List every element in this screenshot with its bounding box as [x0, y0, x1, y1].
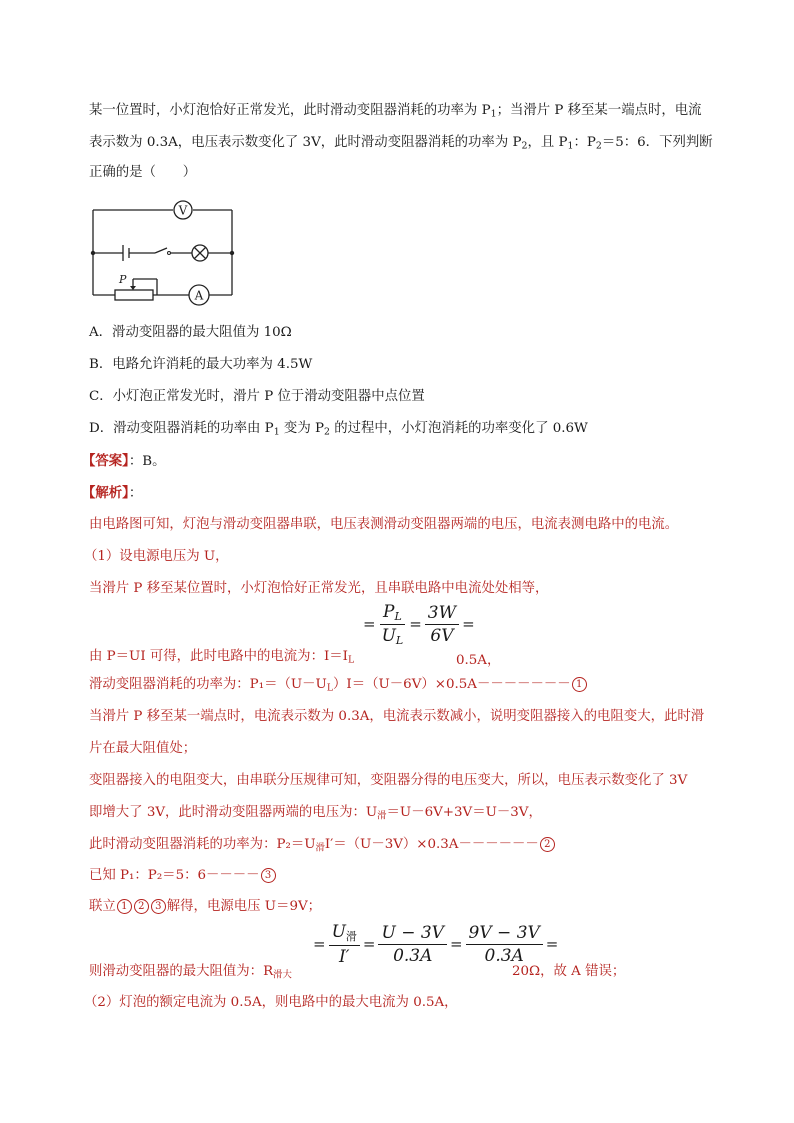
option-b: B．电路允许消耗的最大功率为 4.5W — [89, 357, 313, 372]
analysis-p14: （2）灯泡的额定电流为 0.5A，则电路中的最大电流为 0.5A， — [84, 995, 458, 1010]
marker-3: 3 — [261, 868, 276, 883]
analysis-p11: 已知 P₁：P₂＝5：6－－－－ 3 — [89, 866, 277, 886]
analysis-p2: （1）设电源电压为 U， — [84, 549, 229, 564]
analysis-p8: 变阻器接入的电阻变大，由串联分压规律可知，变阻器分得的电压变大，所以，电压表示数变化了 3V — [89, 773, 688, 788]
analysis-p12: 联立 1 2 3 解得，电源电压 U＝9V； — [89, 899, 322, 914]
analysis-p1: 由电路图可知，灯泡与滑动变阻器串联，电压表测滑动变阻器两端的电压，电流表测电路中的电流。 — [89, 517, 679, 532]
analysis-p7: 片在最大阻值处； — [89, 741, 197, 756]
marker-3b: 3 — [151, 899, 166, 914]
option-c: C．小灯泡正常发光时，滑片 P 位于滑动变阻器中点位置 — [89, 389, 425, 404]
answer-value: ：B。 — [128, 454, 166, 469]
answer-line — [82, 451, 166, 472]
analysis-p10: 此时滑动变阻器消耗的功率为：$P_2=U_滑I'=(U-3V)\times 0.3A------ 2$ — [89, 835, 556, 858]
formula-resistance: = $\frac{U_滑}{I'}$ = $\frac{U - 3V}{0.3A}$ = $\frac{9V - 3V}{0.3A}$ = — [313, 922, 559, 967]
analysis-p13-result: 20Ω，故 A 错误； — [512, 964, 626, 979]
switch-pivot — [168, 252, 171, 255]
junction-right — [230, 251, 234, 255]
circuit-diagram — [85, 195, 245, 310]
marker-2b: 2 — [134, 899, 149, 914]
svg-text:V: V — [178, 203, 188, 218]
analysis-p4: 由 P＝UI 可得，此时电路中的电流为：$I=I_L$ — [89, 649, 355, 666]
analysis-label-line: 【解析】： — [82, 485, 143, 501]
analysis-p5: 滑动变阻器消耗的功率为：$P_1=(U-U_L)I=(U-6V)\times 0.5A------- 1$ — [89, 675, 588, 698]
question-line-3: 正确的是（ ） — [89, 165, 197, 180]
ammeter-icon — [189, 285, 209, 305]
lamp-icon — [192, 245, 208, 261]
analysis-p9: 即增大了 3V，此时滑动变阻器两端的电压为：$U_滑=U-6V+3V=U-3V$， — [89, 805, 542, 822]
analysis-p13: 则滑动变阻器的最大阻值为：$R_{滑大}$ — [89, 964, 292, 981]
marker-1: 1 — [572, 677, 587, 692]
analysis-p3: 当滑片 P 移至某位置时，小灯泡恰好正常发光，且串联电路中电流处处相等， — [89, 581, 549, 596]
formula-current: = $\frac{P_L}{U_L}$ = $\frac{3W}{6V}$ = — [363, 602, 475, 647]
analysis-label: 【解析】 — [82, 485, 129, 501]
option-a: A．滑动变阻器的最大阻值为 10Ω — [89, 325, 292, 340]
junction-left — [91, 251, 95, 255]
question-line-1: 某一位置时，小灯泡恰好正常发光，此时滑动变阻器消耗的功率为 $P_1$；当滑片 P 移至某一端点时，电流 — [89, 103, 702, 120]
slider-label: P — [119, 273, 127, 286]
answer-label: 【答案】 — [82, 453, 129, 469]
analysis-p4-result: 0.5A， — [456, 653, 501, 668]
question-line-2: 表示数为 0.3A，电压表示数变化了 3V，此时滑动变阻器消耗的功率为 $P_2$，且 $P_1$：$P_2=5$：6．下列判断 — [89, 135, 713, 152]
analysis-p6: 当滑片 P 移至某一端点时，电流表示数为 0.3A，电流表示数减小，说明变阻器接入的电阻变大，此时滑 — [89, 709, 705, 724]
option-d: D．滑动变阻器消耗的功率由 $P_1$ 变为 $P_2$ 的过程中，小灯泡消耗的功率变化了 0.6W — [89, 421, 588, 438]
voltmeter-icon — [174, 201, 192, 219]
marker-2: 2 — [540, 837, 555, 852]
marker-1b: 1 — [117, 899, 132, 914]
svg-text:A: A — [194, 288, 204, 303]
